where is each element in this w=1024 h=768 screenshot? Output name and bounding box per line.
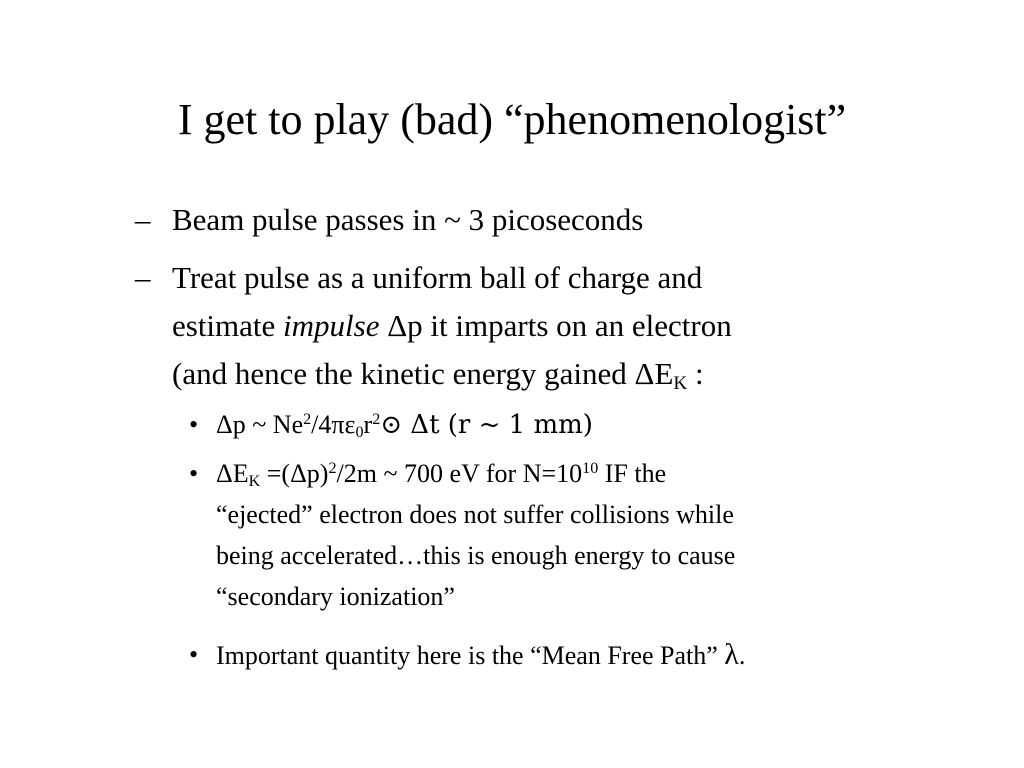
list-item-beam-pulse bbox=[135, 196, 892, 244]
bullet-dot: • bbox=[189, 459, 199, 488]
item-line: “secondary ionization” bbox=[216, 582, 455, 611]
dash-bullet: – bbox=[135, 260, 151, 295]
slide-title: I get to play (bad) “phenomenologist” bbox=[177, 95, 847, 144]
bullet-dot: • bbox=[189, 640, 199, 669]
sub-item-delta-ek bbox=[189, 453, 916, 617]
item-line: Treat pulse as a uniform ball of charge and bbox=[172, 260, 703, 295]
lambda-symbol: λ bbox=[724, 638, 739, 671]
impulse-italic: impulse bbox=[283, 308, 380, 343]
dash-bullet: – bbox=[135, 202, 151, 237]
sub-item-mean-free-path: • Important quantity here is the “Mean Free Path” λ. bbox=[216, 634, 916, 676]
item-line: (and hence the kinetic energy gained $\Delta E_K$ : bbox=[172, 356, 704, 394]
item-text: Beam pulse passes in ~ 3 picoseconds bbox=[172, 202, 644, 237]
sub-item-delta-p: • Δp ~ $Ne^2/4\pi\varepsilon_0r^2⊙$ Δt (r ~ 1 mm) bbox=[216, 404, 916, 446]
bullet-dot: • bbox=[189, 410, 199, 439]
item-line: $\Delta E_K =(\Delta p)^2/2m$ ~ 700 eV for $N=10^{10}$ IF the bbox=[216, 459, 667, 491]
formula-tail: ⊙ Δt (r ~ 1 mm) bbox=[380, 410, 593, 440]
item-line: being accelerated…this is enough energy to cause bbox=[216, 541, 736, 570]
list-item-treat-pulse bbox=[135, 254, 892, 398]
item-line: “ejected” electron does not suffer collisions while bbox=[216, 500, 734, 529]
item-line: estimate impulse Δp it imparts on an electron bbox=[172, 308, 732, 343]
